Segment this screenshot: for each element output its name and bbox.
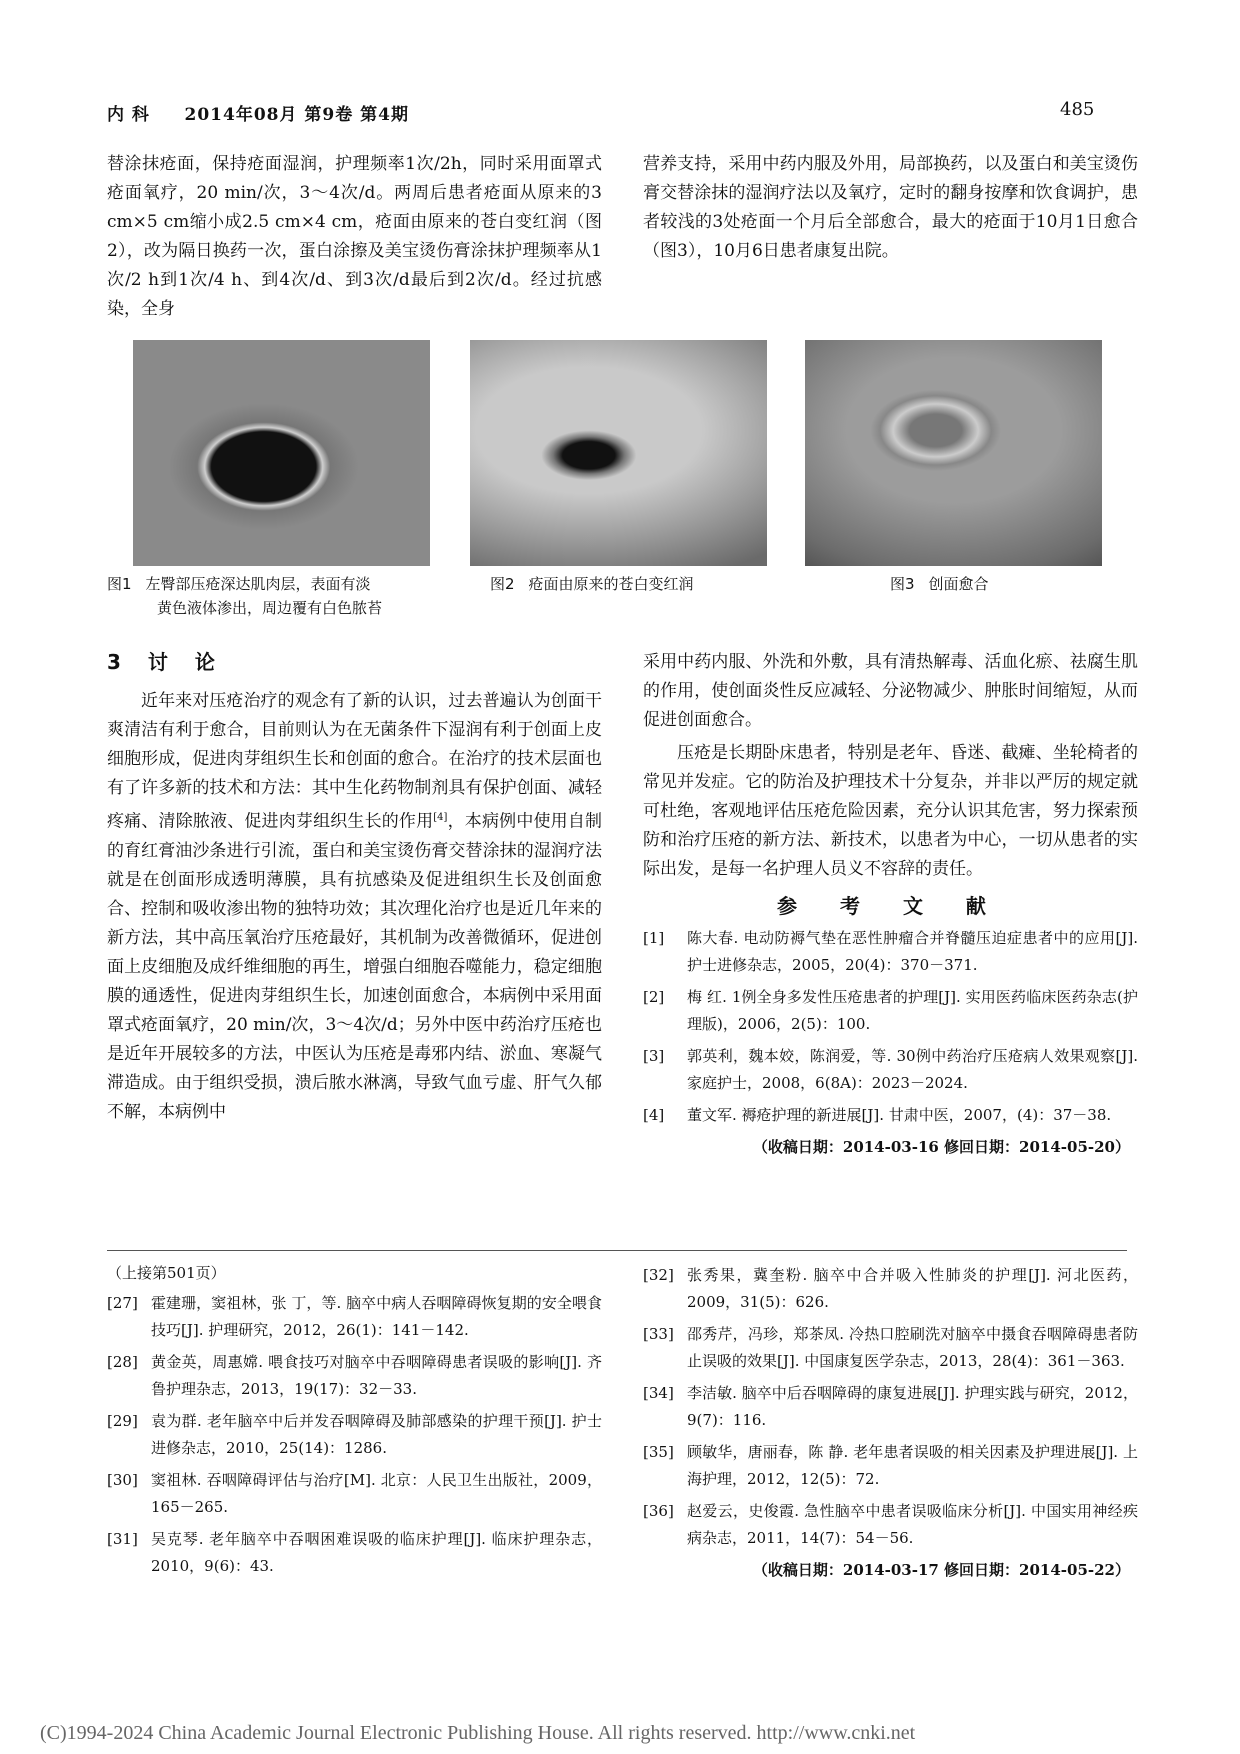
discussion-right-column <box>643 648 1138 1161</box>
running-header <box>107 100 409 125</box>
reference-number: [32] <box>643 1266 674 1284</box>
reference-number: [34] <box>643 1384 674 1402</box>
reference-item <box>643 1262 1138 1316</box>
reference-text: 梅 红. 1例全身多发性压疮患者的护理[J]. 实用医药临床医药杂志(护理版)，2006，2(5)：100. <box>687 988 1138 1033</box>
top-right-column <box>643 150 1138 266</box>
reference-text: 邵秀芹，冯珍，郑茶凤. 冷热口腔刷洗对脑卒中摄食吞咽障碍患者防止误吸的效果[J]. 中国康复医学杂志，2013，28(4)：361－363. <box>687 1325 1138 1370</box>
reference-text: 吴克琴. 老年脑卒中吞咽困难误吸的临床护理[J]. 临床护理杂志，2010，9(6)：43. <box>151 1530 602 1575</box>
top-left-column <box>107 150 602 324</box>
reference-number: [1] <box>643 929 665 947</box>
figure-1-photo <box>133 340 430 566</box>
citation: [4] <box>433 812 448 823</box>
reference-number: [35] <box>643 1443 674 1461</box>
reference-item <box>643 1043 1138 1097</box>
reference-item <box>643 1380 1138 1434</box>
continued-label: （上接第501页） <box>107 1264 226 1282</box>
reference-item <box>643 1321 1138 1375</box>
paragraph: 采用中药内服、外洗和外敷，具有清热解毒、活血化瘀、祛腐生肌的作用，使创面炎性反应减轻、分泌物减少、肿胀时间缩短，从而促进创面愈合。 <box>643 652 1138 730</box>
reference-item <box>643 1498 1138 1552</box>
reference-text: 窦祖林. 吞咽障碍评估与治疗[M]. 北京：人民卫生出版社，2009，165－265. <box>151 1471 602 1516</box>
reference-item <box>107 1467 602 1521</box>
reference-text: 李洁敏. 脑卒中后吞咽障碍的康复进展[J]. 护理实践与研究，2012，9(7)：116. <box>687 1384 1138 1429</box>
page-number: 485 <box>1060 99 1095 120</box>
paragraph: 压疮是长期卧床患者，特别是老年、昏迷、截瘫、坐轮椅者的常见并发症。它的防治及护理技术十分复杂，并非以严厉的规定就可杜绝，客观地评估压疮危险因素，充分认识其危害，努力探索预防和治疗压疮的新方法、新技术，以患者为中心，一切从患者的实际出发，是每一名护理人员义不容辞的责任。 <box>643 743 1138 879</box>
reference-text: 董文军. 褥疮护理的新进展[J]. 甘肃中医，2007，(4)：37－38. <box>687 1106 1112 1124</box>
reference-number: [27] <box>107 1294 138 1312</box>
paragraph: 营养支持，采用中药内服及外用，局部换药，以及蛋白和美宝烫伤膏交替涂抹的湿润疗法以及氧疗，定时的翻身按摩和饮食调护，患者较浅的3处疮面一个月后全部愈合，最大的疮面于10月1日愈合（图3），10月6日患者康复出院。 <box>643 154 1138 261</box>
journal-name: 内 科 <box>107 105 150 125</box>
reference-text: 赵爱云，史俊霞. 急性脑卒中患者误吸临床分析[J]. 中国实用神经疾病杂志，2011，14(7)：54－56. <box>687 1502 1138 1547</box>
reference-item <box>643 984 1138 1038</box>
received-date: （收稿日期：2014-03-16 修回日期：2014-05-20） <box>752 1138 1130 1156</box>
reference-item <box>643 1102 1138 1129</box>
reference-item <box>643 1439 1138 1493</box>
paragraph <box>107 687 602 1127</box>
figure-3-photo <box>805 340 1102 566</box>
caption-text: 左臀部压疮深达肌肉层，表面有淡 <box>145 575 371 593</box>
caption-text: 创面愈合 <box>928 575 989 593</box>
paragraph-text: 近年来对压疮治疗的观念有了新的认识，过去普遍认为创面干爽清洁有利于愈合，目前则认为在无菌条件下湿润有利于创面上皮细胞形成，促进肉芽组织生长和创面的愈合。在治疗的技术层面也有了许多新的技术和方法：其中生化药物制剂具有保护创面、减轻疼痛、清除脓液、促进肉芽组织生长的作用 <box>107 691 602 832</box>
reference-number: [29] <box>107 1412 138 1430</box>
reference-text: 陈大春. 电动防褥气垫在恶性肿瘤合并脊髓压迫症患者中的应用[J]. 护士进修杂志，2005，20(4)：370－371. <box>687 929 1138 974</box>
reference-number: [4] <box>643 1106 665 1124</box>
figure-2-photo <box>470 340 767 566</box>
reference-number: [36] <box>643 1502 674 1520</box>
continued-right-references <box>643 1262 1138 1584</box>
reference-item <box>107 1408 602 1462</box>
reference-item <box>107 1349 602 1403</box>
reference-text: 郭英利，魏本姣，陈润爱，等. 30例中药治疗压疮病人效果观察[J]. 家庭护士，2008，6(8A)：2023－2024. <box>687 1047 1138 1092</box>
reference-text: 黄金英，周惠嫦. 喂食技巧对脑卒中吞咽障碍患者误吸的影响[J]. 齐鲁护理杂志，2013，19(17)：32－33. <box>151 1353 602 1398</box>
reference-number: [3] <box>643 1047 665 1065</box>
reference-text: 袁为群. 老年脑卒中后并发吞咽障碍及肺部感染的护理干预[J]. 护士进修杂志，2010，25(14)：1286. <box>151 1412 602 1457</box>
figure-2-caption <box>490 572 694 596</box>
figure-number: 图2 <box>490 575 515 593</box>
caption-text: 疮面由原来的苍白变红润 <box>528 575 694 593</box>
caption-text: 黄色液体渗出，周边覆有白色脓苔 <box>157 599 383 617</box>
reference-number: [2] <box>643 988 665 1006</box>
figure-3-caption <box>890 572 989 596</box>
reference-item <box>107 1526 602 1580</box>
references-heading: 参 考 文 献 <box>777 894 1004 918</box>
paragraph-text: ，本病例中使用自制的育红膏油沙条进行引流，蛋白和美宝烫伤膏交替涂抹的湿润疗法就是在创面形成透明薄膜，具有抗感染及促进组织生长及创面愈合、控制和吸收渗出物的独特功效；其次理化治疗也是近几年来的新方法，其中高压氧治疗压疮最好，其机制为改善微循环，促进创面上皮细胞及成纤维细胞的再生，增强白细胞吞噬能力，稳定细胞膜的通透性，促进肉芽组织生长，加速创面愈合，本病例中采用面罩式疮面氧疗，20 min/次，3～4次/d；另外中医中药治疗压疮也是近年开展较多的方法，中医认为压疮是毒邪内结、淤血、寒凝气滞造成。由于组织受损，溃后脓水淋漓，导致气血亏虚、肝气久郁不解，本病例中 <box>107 811 603 1122</box>
discussion-left-column <box>107 648 602 1127</box>
reference-number: [31] <box>107 1530 138 1548</box>
figure-number: 图3 <box>890 575 915 593</box>
figure-1-caption <box>107 572 457 620</box>
reference-text: 顾敏华，唐丽春，陈 静. 老年患者误吸的相关因素及护理进展[J]. 上海护理，2012，12(5)：72. <box>687 1443 1138 1488</box>
reference-list <box>643 925 1138 1161</box>
figure-number: 图1 <box>107 575 132 593</box>
issue-info: 2014年08月 第9卷 第4期 <box>184 105 409 125</box>
section-heading: 3 讨 论 <box>107 650 225 674</box>
reference-number: [30] <box>107 1471 138 1489</box>
reference-text: 张秀果，冀奎粉. 脑卒中合并吸入性肺炎的护理[J]. 河北医药，2009，31(5)：626. <box>687 1266 1138 1311</box>
reference-number: [28] <box>107 1353 138 1371</box>
received-date: （收稿日期：2014-03-17 修回日期：2014-05-22） <box>752 1561 1130 1579</box>
reference-item <box>107 1290 602 1344</box>
copyright-footer: (C)1994-2024 China Academic Journal Electronic Publishing House. All rights reserved. http://www.cnki.net <box>40 1722 916 1744</box>
continued-left-references <box>107 1290 602 1585</box>
reference-number: [33] <box>643 1325 674 1343</box>
paragraph: 替涂抹疮面，保持疮面湿润，护理频率1次/2h，同时采用面罩式疮面氧疗，20 min/次，3～4次/d。两周后患者疮面从原来的3 cm×5 cm缩小成2.5 cm×4 cm，疮面由原来的苍白变红润（图2），改为隔日换药一次，蛋白涂擦及美宝烫伤膏涂抹护理频率从1次/2 h到1次/4 h、到4次/d、到3次/d最后到2次/d。经过抗感染，全身 <box>107 154 602 319</box>
reference-item <box>643 925 1138 979</box>
section-divider <box>107 1250 1127 1251</box>
reference-text: 霍建珊，窦祖林，张 丁，等. 脑卒中病人吞咽障碍恢复期的安全喂食技巧[J]. 护理研究，2012，26(1)：141－142. <box>151 1294 602 1339</box>
